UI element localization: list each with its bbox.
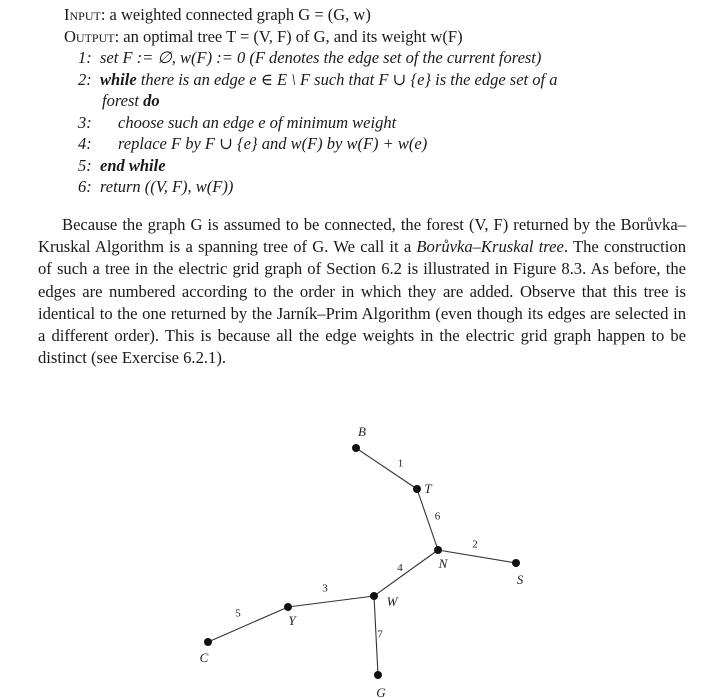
algorithm-step-3	[64, 112, 704, 134]
node-B	[352, 444, 360, 452]
node-label-N: N	[438, 556, 448, 571]
step-text: return ((V, F), w(F))	[100, 177, 234, 196]
node-label-C: C	[199, 650, 209, 665]
node-W	[370, 592, 378, 600]
node-label-G: G	[376, 685, 386, 698]
node-label-Y: Y	[288, 613, 296, 628]
node-label-B: B	[358, 424, 366, 439]
edge-label-N-S: 2	[472, 538, 478, 551]
output-text: an optimal tree T = (V, F) of G, and its weight w(F)	[123, 26, 463, 46]
algorithm-step-2	[64, 69, 704, 91]
node-G	[374, 671, 382, 679]
algorithm-step-6	[64, 176, 704, 198]
step-text: set F := ∅, w(F) := 0 (F denotes the edge set of the current forest)	[100, 48, 542, 67]
edge-label-Y-W: 3	[322, 582, 328, 595]
node-label-T: T	[424, 481, 432, 496]
algorithm-input	[64, 4, 704, 26]
paragraph-text-2: . The construction of such a tree in the electric grid graph of Section 6.2 is illustrated in Figure 8.3. As before, the edges are numbered according to the order in which they are added. Observe that this tree is identical to the one returned by the Jarník–Prim Algorithm (even though its edges are selected in a different order). This is because all the edge weights in the electric grid graph happen to be distinct (see Exercise 6.2.1).	[38, 237, 686, 368]
node-T	[413, 485, 421, 493]
node-label-S: S	[516, 572, 524, 587]
edge-N-S	[438, 550, 516, 563]
spanning-tree-figure	[0, 410, 720, 698]
edge-Y-W	[288, 596, 374, 607]
paragraph-text-1: Because the graph G is assumed to be connected, the forest (V, F) returned by the Borůvka–Kruskal Algorithm is a spanning tree of G. We call it a	[38, 215, 686, 257]
step-text: forest	[102, 91, 144, 110]
step-keyword: while	[100, 69, 137, 89]
edge-label-W-G: 7	[377, 628, 383, 641]
node-N	[434, 546, 442, 554]
step-number: 6:	[78, 177, 92, 196]
edge-label-C-Y: 5	[235, 607, 241, 620]
step-text: replace F by F ∪ {e} and w(F) by w(F) + w(e)	[118, 134, 428, 153]
input-text: a weighted connected graph G = (G, w)	[109, 5, 371, 24]
step-text: choose such an edge e of minimum weight	[118, 112, 397, 132]
step-number: 5:	[78, 155, 92, 175]
algorithm-step-4	[64, 133, 704, 155]
edge-label-W-N: 4	[397, 562, 403, 574]
step-number: 2:	[78, 69, 92, 89]
node-C	[204, 638, 212, 646]
node-Y	[284, 603, 292, 611]
edge-W-N	[374, 550, 438, 596]
step-text: there is an edge e ∈ E \ F such that F ∪ {e} is the edge set of a	[136, 69, 558, 89]
step-keyword: do	[143, 91, 160, 110]
node-S	[512, 559, 520, 567]
edge-C-Y	[208, 607, 288, 642]
output-label: Output:	[64, 26, 120, 46]
step-number: 3:	[78, 112, 92, 132]
node-label-W: W	[386, 594, 398, 609]
algorithm-step-5	[64, 155, 704, 177]
edge-label-T-N: 6	[434, 510, 441, 523]
algorithm-step-2-continuation	[64, 90, 704, 112]
body-paragraph	[38, 214, 686, 369]
step-keyword: end while	[100, 155, 166, 175]
paragraph-term: Borůvka–Kruskal tree	[416, 237, 564, 257]
algorithm-output	[64, 26, 704, 48]
edge-label-B-T: 1	[397, 457, 404, 470]
step-number: 1:	[78, 48, 92, 67]
algorithm-block	[64, 4, 704, 198]
edge-B-T	[356, 448, 417, 489]
input-label: Input:	[64, 5, 106, 24]
step-number: 4:	[78, 134, 92, 153]
algorithm-step-1	[64, 47, 704, 69]
